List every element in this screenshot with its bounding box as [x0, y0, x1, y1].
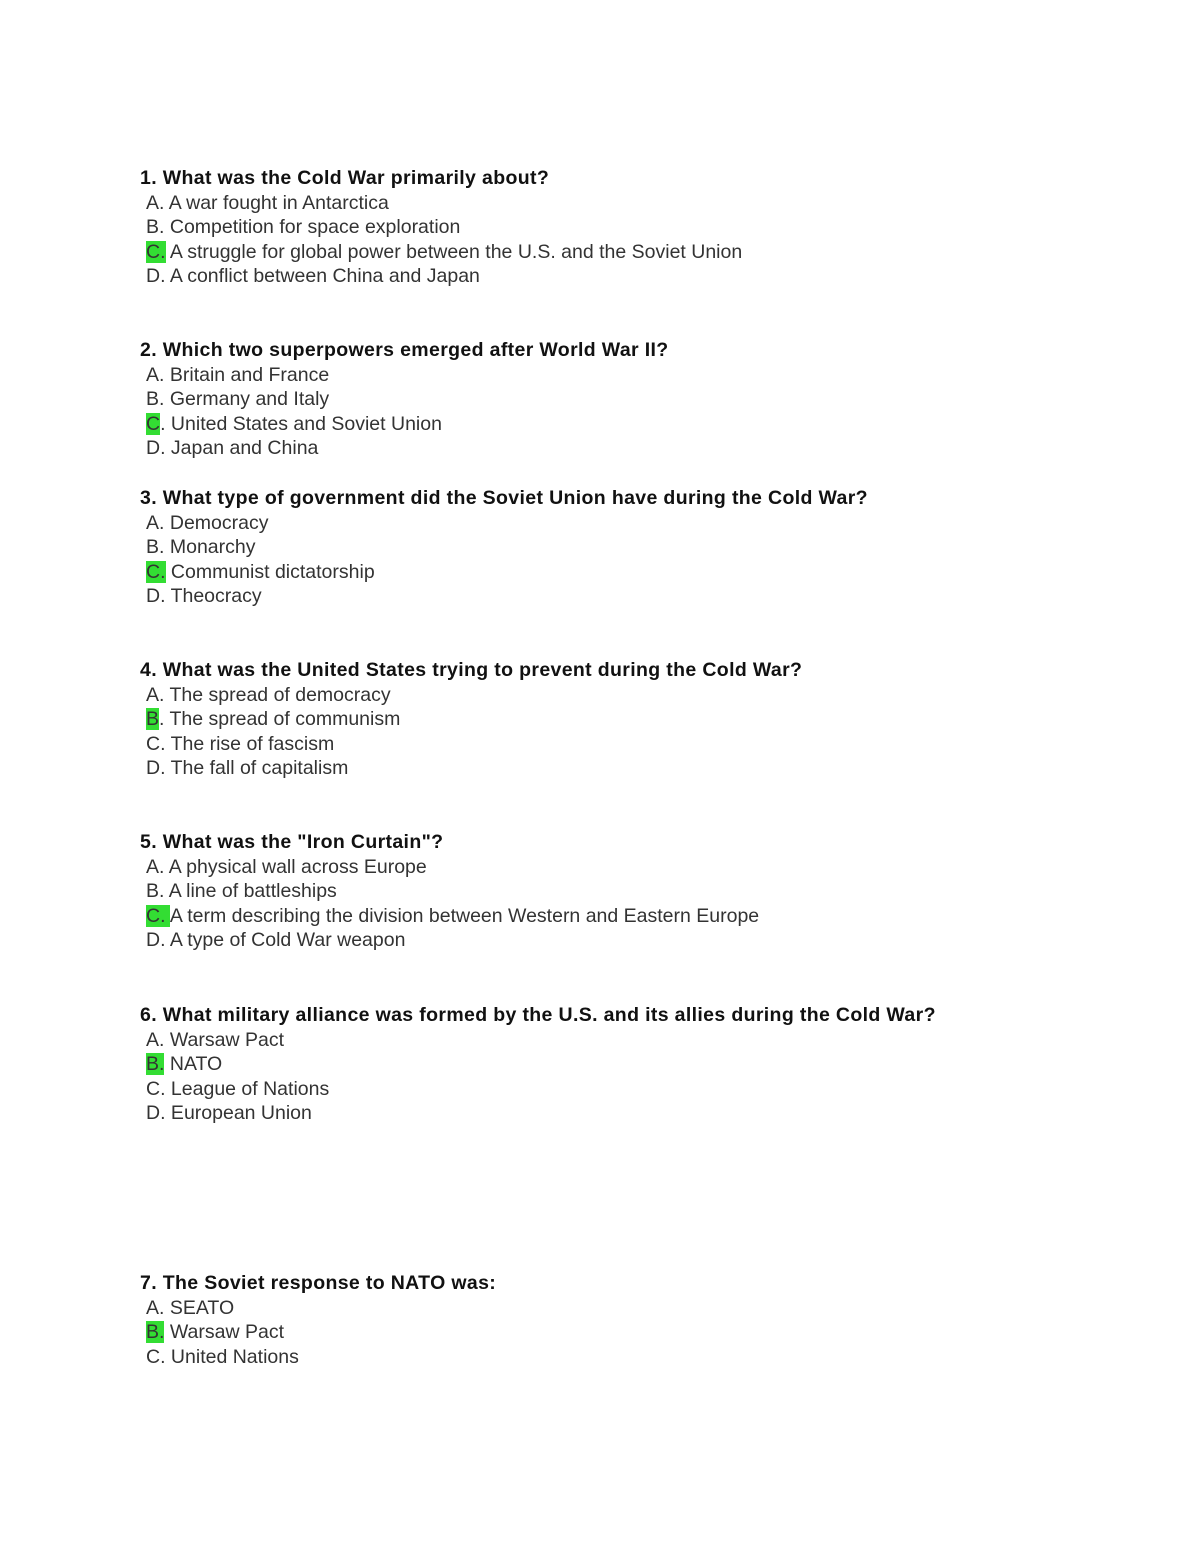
question-text: 7. The Soviet response to NATO was:	[140, 1272, 497, 1294]
option-letter: A	[146, 1296, 160, 1319]
option-separator: .	[159, 388, 165, 411]
question-text: 4. What was the United States trying to prevent during the Cold War?	[140, 659, 803, 681]
option-separator: .	[159, 683, 165, 706]
option-separator: .	[160, 1102, 166, 1125]
option-separator: .	[159, 1028, 165, 1051]
option-letter: A	[146, 683, 160, 706]
answer-option-d	[140, 756, 1140, 781]
option-text: A type of Cold War weapon	[165, 929, 406, 952]
option-text: Germany and Italy	[164, 388, 330, 411]
answer-option-a	[140, 191, 1140, 216]
question-text: 2. Which two superpowers emerged after World War II?	[140, 339, 669, 361]
option-separator: .	[160, 929, 166, 952]
option-separator: .	[159, 363, 165, 386]
option-text: Warsaw Pact	[164, 1321, 284, 1344]
answer-option-a	[140, 855, 1140, 880]
option-letter: D	[146, 437, 161, 460]
option-letter: B	[146, 216, 160, 239]
option-text: A physical wall across Europe	[164, 855, 427, 878]
option-letter: A	[146, 363, 160, 386]
answer-option-c	[140, 412, 1140, 437]
option-separator: .	[160, 437, 166, 460]
option-letter: A	[146, 511, 160, 534]
option-letter: D	[146, 757, 161, 780]
question-6	[140, 1003, 1140, 1126]
option-separator: .	[159, 855, 165, 878]
answer-option-b	[140, 707, 1140, 732]
option-text: United Nations	[165, 1345, 299, 1368]
option-separator: .	[160, 1077, 166, 1100]
option-separator: .	[159, 1296, 165, 1319]
option-text: Monarchy	[164, 536, 256, 559]
option-list	[140, 683, 1140, 781]
answer-option-b	[140, 1320, 1140, 1345]
correct-answer-highlight: C.	[146, 560, 166, 583]
option-separator: .	[160, 757, 166, 780]
correct-answer-highlight: C.	[146, 904, 170, 927]
question-3	[140, 486, 1140, 609]
option-separator: .	[159, 191, 165, 214]
question-2	[140, 338, 1140, 461]
option-text: . The spread of communism	[159, 708, 401, 731]
option-letter: B	[146, 536, 160, 559]
answer-option-c	[140, 1345, 1140, 1370]
option-letter: B	[146, 880, 160, 903]
option-text: The fall of capitalism	[165, 757, 349, 780]
option-list	[140, 511, 1140, 609]
answer-option-c	[140, 904, 1140, 929]
answer-option-d	[140, 928, 1140, 953]
option-text: NATO	[164, 1053, 223, 1076]
answer-option-c	[140, 1077, 1140, 1102]
option-separator: .	[160, 1345, 166, 1368]
option-separator: .	[159, 511, 165, 534]
answer-option-a	[140, 1296, 1140, 1321]
answer-option-c	[140, 240, 1140, 265]
answer-option-b	[140, 387, 1140, 412]
answer-option-d	[140, 436, 1140, 461]
option-list	[140, 191, 1140, 289]
option-separator: .	[160, 732, 166, 755]
option-text: A war fought in Antarctica	[164, 191, 389, 214]
option-text: League of Nations	[165, 1077, 330, 1100]
option-letter: C	[146, 1345, 161, 1368]
correct-answer-highlight: B	[146, 708, 160, 731]
correct-answer-highlight: B.	[146, 1321, 165, 1344]
option-letter: A	[146, 855, 160, 878]
option-text: A struggle for global power between the U.S. and the Soviet Union	[165, 240, 743, 263]
option-text: . United States and Soviet Union	[160, 412, 442, 435]
option-text: Warsaw Pact	[164, 1028, 284, 1051]
option-letter: A	[146, 191, 160, 214]
option-letter: A	[146, 1028, 160, 1051]
answer-option-d	[140, 264, 1140, 289]
question-1	[140, 166, 1140, 289]
answer-option-b	[140, 1052, 1140, 1077]
question-5	[140, 830, 1140, 953]
question-text: 6. What military alliance was formed by the U.S. and its allies during the Cold War?	[140, 1004, 936, 1026]
option-text: Theocracy	[165, 585, 262, 608]
option-separator: .	[160, 265, 166, 288]
option-list	[140, 1296, 1140, 1370]
answer-option-b	[140, 535, 1140, 560]
option-separator: .	[159, 880, 165, 903]
correct-answer-highlight: C.	[146, 240, 166, 263]
option-letter: B	[146, 388, 160, 411]
option-letter: D	[146, 1102, 161, 1125]
question-text: 3. What type of government did the Soviet Union have during the Cold War?	[140, 487, 868, 509]
correct-answer-highlight: B.	[146, 1053, 165, 1076]
option-list	[140, 855, 1140, 953]
answer-option-a	[140, 363, 1140, 388]
option-text: Japan and China	[165, 437, 319, 460]
option-text: Competition for space exploration	[164, 216, 461, 239]
option-text: The rise of fascism	[165, 732, 335, 755]
option-text: SEATO	[164, 1296, 235, 1319]
question-4	[140, 658, 1140, 781]
option-list	[140, 363, 1140, 461]
option-letter: D	[146, 585, 161, 608]
correct-answer-highlight: C	[146, 412, 161, 435]
option-text: A line of battleships	[164, 880, 337, 903]
answer-option-a	[140, 683, 1140, 708]
option-separator: .	[159, 216, 165, 239]
option-text: Democracy	[164, 511, 269, 534]
option-letter: C	[146, 732, 161, 755]
option-text: European Union	[165, 1102, 312, 1125]
question-text: 1. What was the Cold War primarily about?	[140, 167, 550, 189]
answer-option-b	[140, 879, 1140, 904]
option-letter: D	[146, 929, 161, 952]
question-text: 5. What was the "Iron Curtain"?	[140, 831, 444, 853]
answer-option-a	[140, 511, 1140, 536]
answer-option-a	[140, 1028, 1140, 1053]
option-text: Britain and France	[164, 363, 330, 386]
option-letter: C	[146, 1077, 161, 1100]
answer-option-c	[140, 560, 1140, 585]
option-text: A conflict between China and Japan	[165, 265, 480, 288]
answer-option-b	[140, 215, 1140, 240]
option-separator: .	[160, 585, 166, 608]
question-7	[140, 1271, 1140, 1369]
option-text: A term describing the division between Western and Eastern Europe	[169, 904, 760, 927]
option-text: Communist dictatorship	[165, 560, 375, 583]
answer-option-d	[140, 1101, 1140, 1126]
answer-option-c	[140, 732, 1140, 757]
option-letter: D	[146, 265, 161, 288]
option-text: The spread of democracy	[164, 683, 391, 706]
answer-option-d	[140, 584, 1140, 609]
option-separator: .	[159, 536, 165, 559]
option-list	[140, 1028, 1140, 1126]
